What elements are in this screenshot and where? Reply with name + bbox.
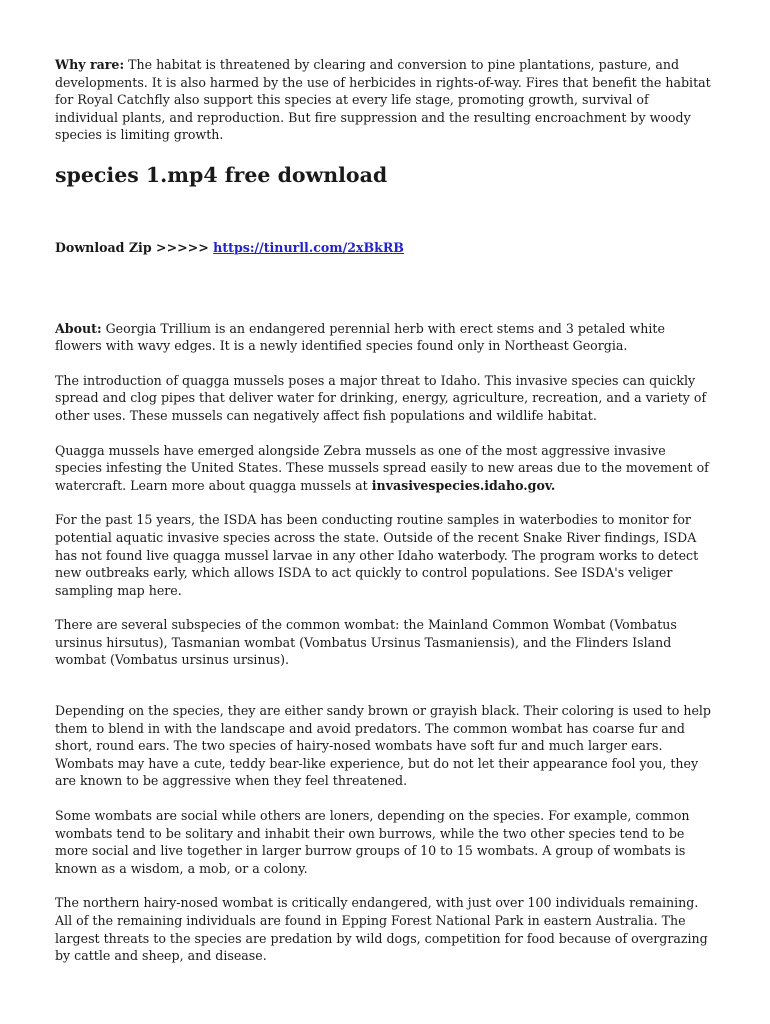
social-paragraph: Some wombats are social while others are loners, depending on the species. For example, common wombats tend to be solitary and inhabit their own burrows, while the two other species tend to be more social and live together in larger burrow groups of 10 to 15 wombats. A group of wombats is known as a wisdom, a mob, or a colony. [55,808,690,876]
quagga-intro-paragraph: The introduction of quagga mussels poses a major threat to Idaho. This invasive species can quickly spread and clog pipes that deliver water for drinking, energy, agriculture, recreation, and a variety of other uses. These mussels can negatively affect fish populations and wildlife habitat. [55,372,707,423]
why-rare-text: The habitat is threatened by clearing and conversion to pine plantations, pasture, and developments. It is also harmed by the use of herbicides in rights-of-way. Fires that benefit the habitat for Royal Catchfly also support this species at every life stage, promoting growth, survival of individual plants, and reproduction. But fire suppression and the resulting encroachment by woody species is limiting growth. [55,57,711,143]
coloring-paragraph: Depending on the species, they are either sandy brown or grayish black. Their coloring is used to help them to blend in with the landscape and avoid predators. The common wombat has coarse fur and short, round ears. The two species of hairy-nosed wombats have soft fur and much larger ears. Wombats may have a cute, teddy bear-like experience, but do not let their appearance fool you, they are known to be aggressive when they feel threatened. [55,703,711,789]
about-label: About: [55,320,102,336]
subspecies-paragraph: There are several subspecies of the common wombat: the Mainland Common Wombat (Vombatus ursinus hirsutus), Tasmanian wombat (Vombatus Ursinus Tasmaniensis), and the Flinders Island wombat (Vombatus ursinus ursinus). [55,617,677,668]
why-rare-label: Why rare: [55,57,125,72]
download-link[interactable]: https://tinurll.com/2xBkRB [213,239,404,255]
quagga-zebra-text: Quagga mussels have emerged alongside Zebra mussels as one of the most aggressive invasive species infesting the United States. These mussels spread easily to new areas due to the movement of watercraft. Learn more about quagga mussels at [55,442,709,493]
quagga-zebra-bold: invasivespecies.idaho.gov. [371,477,556,493]
northern-paragraph: The northern hairy-nosed wombat is critically endangered, with just over 100 individuals remaining. All of the remaining individuals are found in Epping Forest National Park in eastern Australia. The largest threats to the species are predation by wild dogs, competition for food because of overgrazing by cattle and sheep, and disease. [55,895,708,964]
about-text: Georgia Trillium is an endangered perennial herb with erect stems and 3 petaled white flowers with wavy edges. It is a newly identified species found only in Northeast Georgia. [55,320,665,354]
quagga-zebra-paragraph [55,442,715,495]
page-heading: species 1.mp4 free download [55,162,388,187]
why-rare-paragraph [55,56,715,144]
download-line [55,239,715,257]
about-paragraph [55,320,715,355]
download-label: Download Zip >>>>> [55,239,214,255]
isda-paragraph: For the past 15 years, the ISDA has been conducting routine samples in waterbodies to monitor for potential aquatic invasive species across the state. Outside of the recent Snake River findings, ISDA has not found live quagga mussel larvae in any other Idaho waterbody. The program works to detect new outbreaks early, which allows ISDA to act quickly to control populations. See ISDA's veliger sampling map here. [55,512,699,598]
